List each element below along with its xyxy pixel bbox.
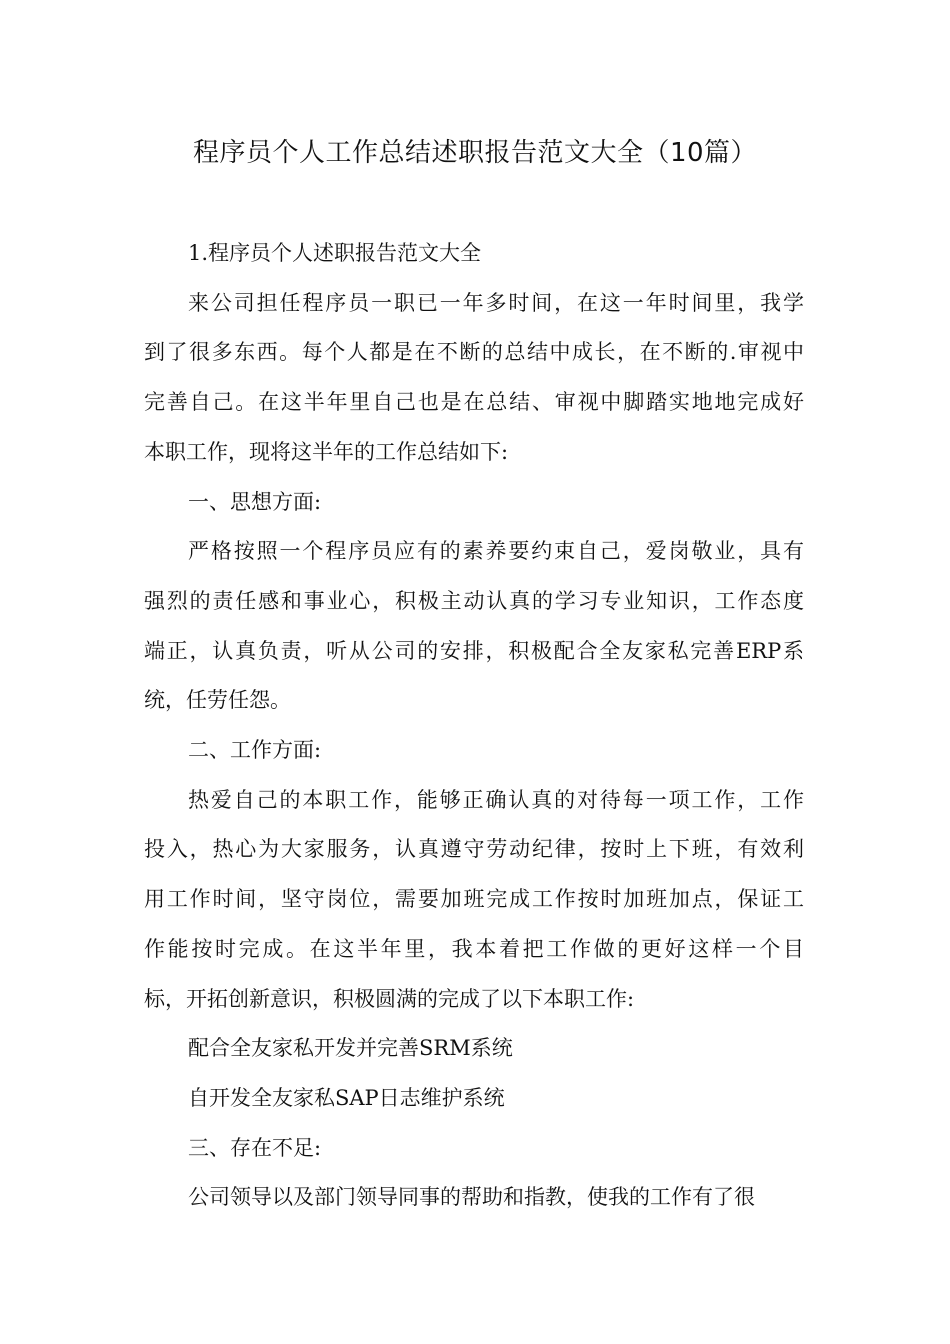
paragraph-line: 公司领导以及部门领导同事的帮助和指教，使我的工作有了很 (188, 1185, 755, 1210)
paragraph-line: 配合全友家私开发并完善SRM系统 (188, 1036, 513, 1061)
document-title: 程序员个人工作总结述职报告范文大全（10篇） (192, 138, 758, 168)
paragraph-line: 到了很多东西。每个人都是在不断的总结中成长，在不断的.审视中 (144, 340, 804, 365)
paragraph-line: 二、工作方面: (188, 738, 322, 763)
document-body (144, 229, 804, 1223)
paragraph-line: 来公司担任程序员一职已一年多时间，在这一年时间里，我学 (188, 290, 804, 315)
paragraph-line: 用工作时间，坚守岗位，需要加班完成工作按时加班加点，保证工 (144, 887, 804, 912)
paragraph-line: 投入，热心为大家服务，认真遵守劳动纪律，按时上下班，有效利 (144, 837, 804, 862)
body-paragraph (144, 726, 804, 776)
paragraph-line: 本职工作，现将这半年的工作总结如下: (144, 439, 509, 464)
paragraph-line: 1.程序员个人述职报告范文大全 (188, 241, 482, 265)
paragraph-line: 端正，认真负责，听从公司的安排，积极配合全友家私完善ERP系 (144, 638, 804, 663)
paragraph-line: 强烈的责任感和事业心，积极主动认真的学习专业知识，工作态度 (144, 588, 804, 613)
body-paragraph (144, 1024, 804, 1074)
paragraph-line: 严格按照一个程序员应有的素养要约束自己，爱岗敬业，具有 (188, 539, 804, 564)
body-paragraph (144, 1124, 804, 1174)
paragraph-line: 统，任劳任怨。 (144, 688, 291, 713)
paragraph-line: 自开发全友家私SAP日志维护系统 (188, 1085, 505, 1110)
paragraph-line: 热爱自己的本职工作，能够正确认真的对待每一项工作，工作 (188, 787, 804, 812)
paragraph-line: 三、存在不足: (188, 1135, 322, 1160)
body-paragraph (144, 527, 804, 726)
paragraph-line: 作能按时完成。在这半年里，我本着把工作做的更好这样一个目 (144, 936, 804, 961)
paragraph-line: 完善自己。在这半年里自己也是在总结、审视中脚踏实地地完成好 (144, 390, 804, 415)
body-paragraph (144, 279, 804, 478)
paragraph-line: 标，开拓创新意识，积极圆满的完成了以下本职工作: (144, 986, 635, 1011)
body-paragraph (144, 1074, 804, 1124)
body-paragraph (144, 229, 804, 279)
body-paragraph (144, 776, 804, 1025)
paragraph-line: 一、思想方面: (188, 489, 322, 514)
body-paragraph (144, 478, 804, 528)
body-paragraph (144, 1173, 804, 1223)
